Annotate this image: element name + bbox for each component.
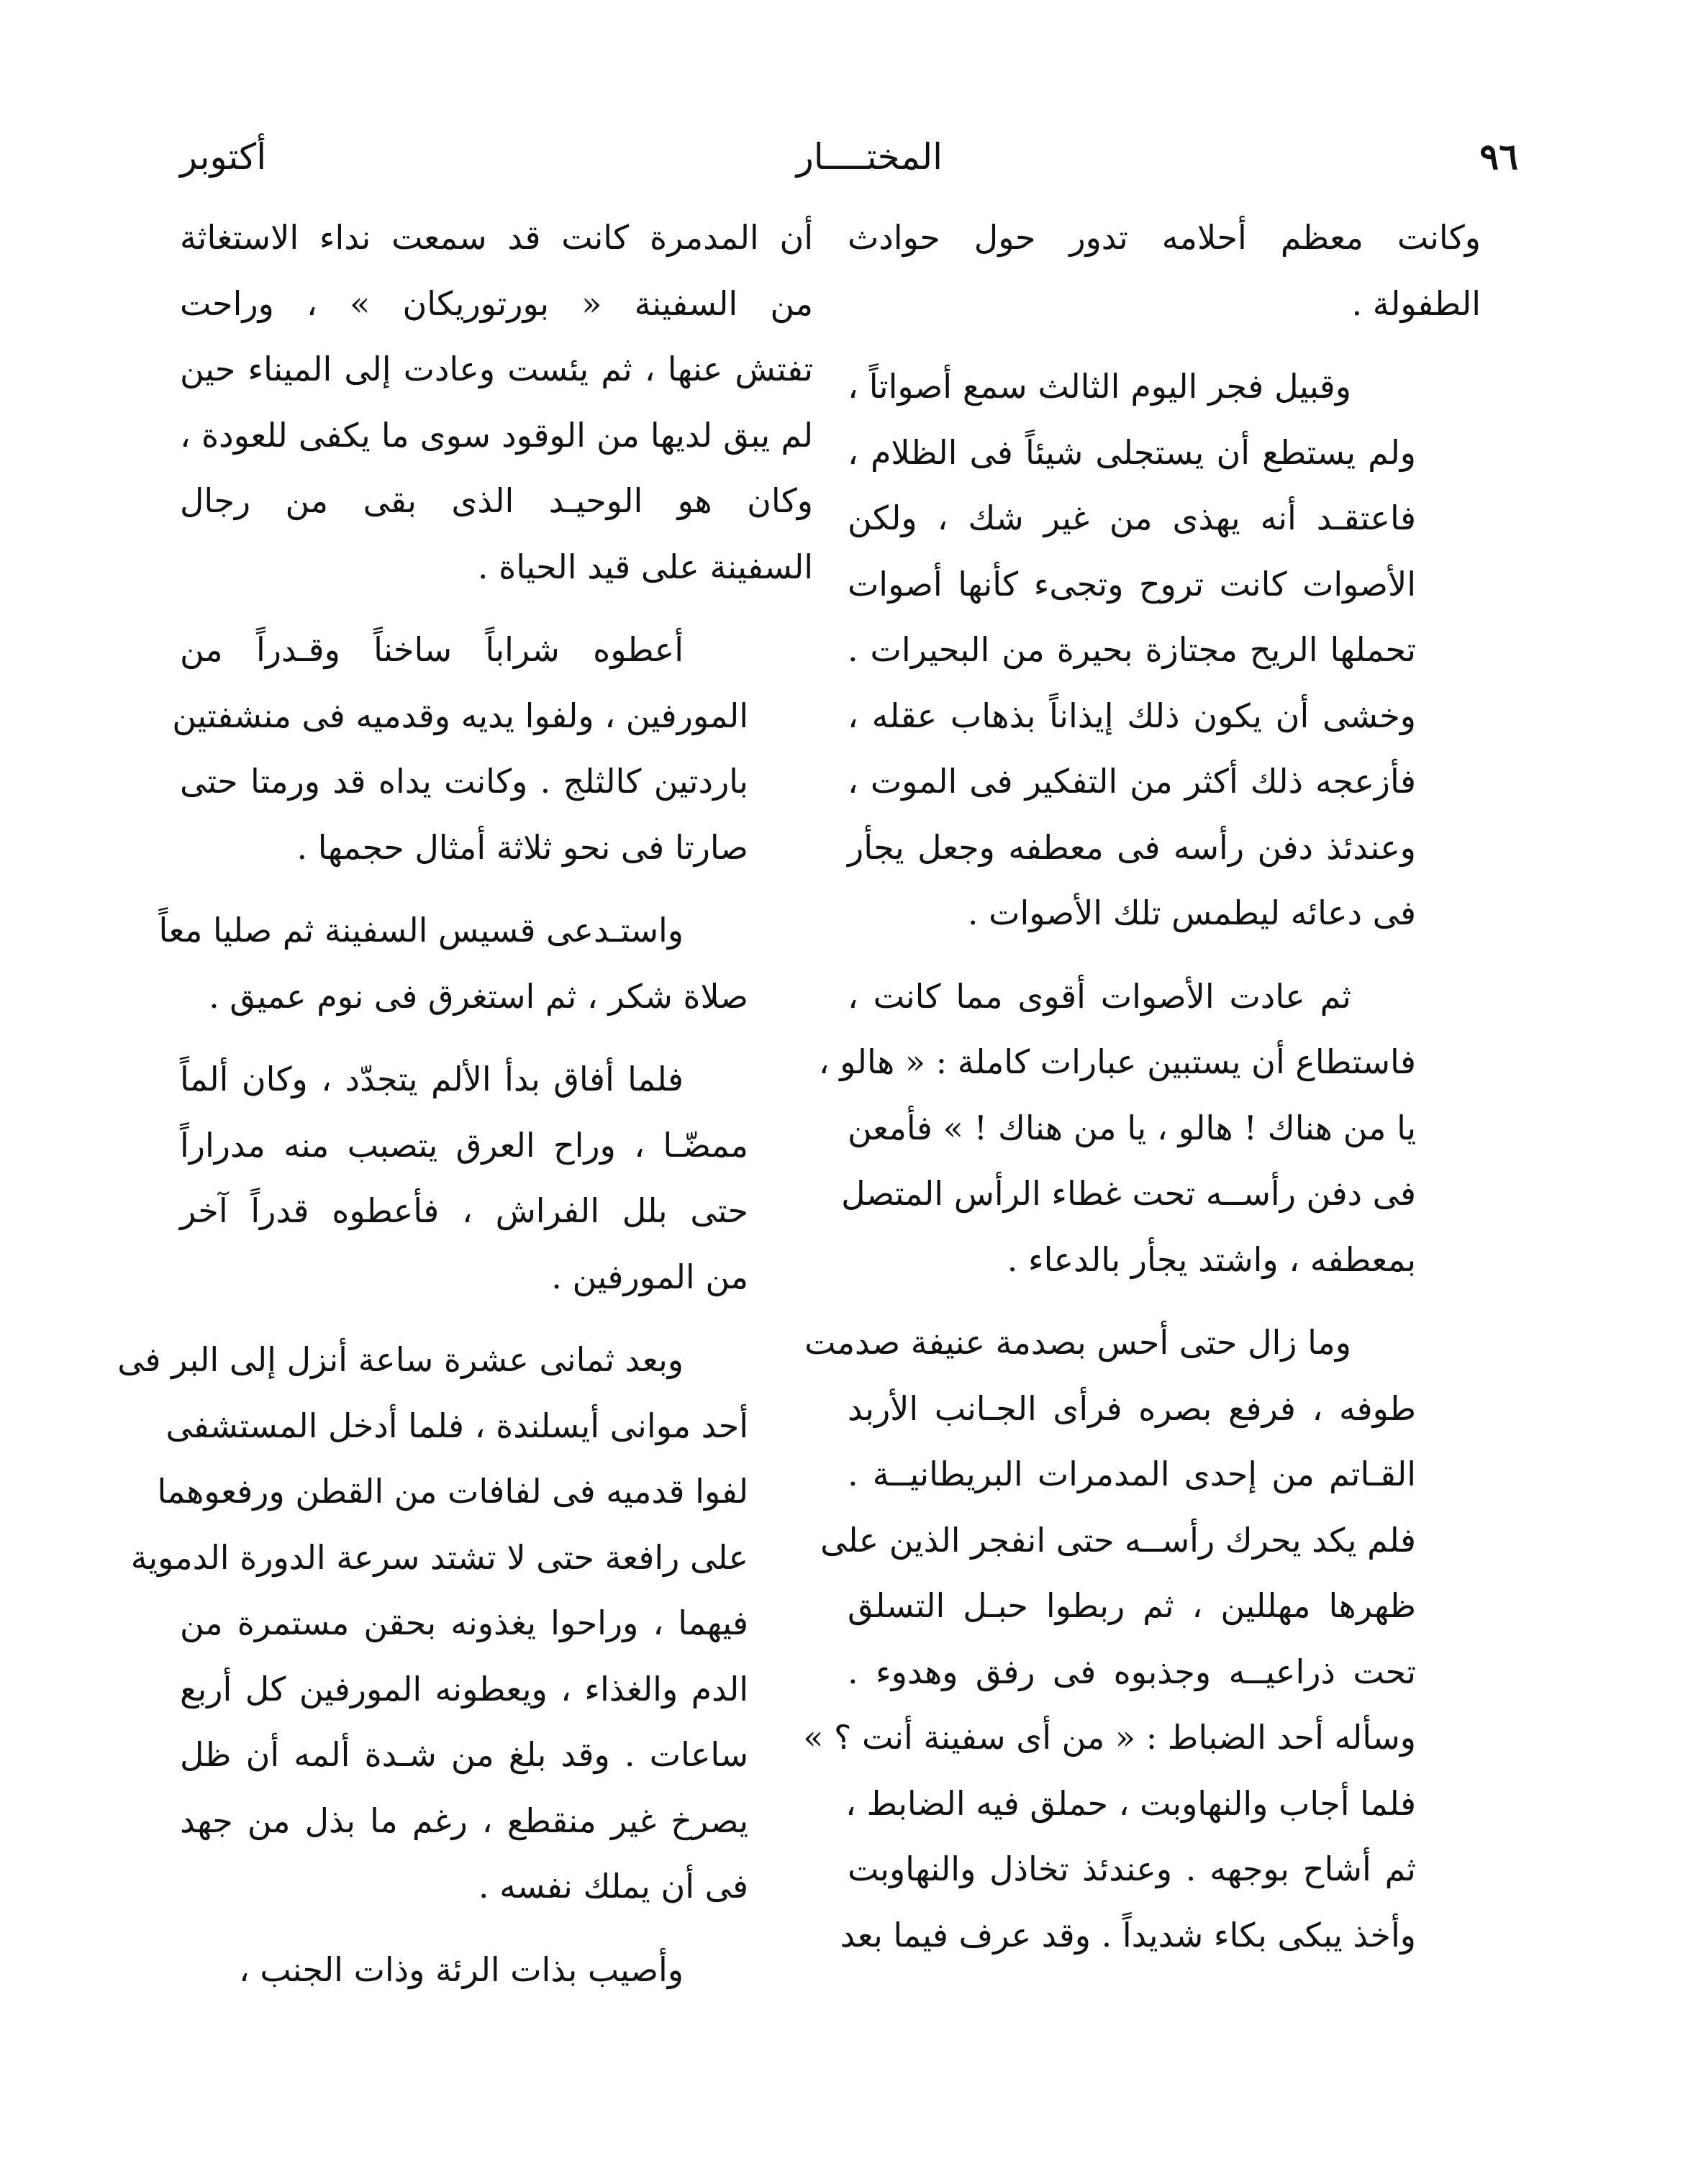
paragraph	[180, 1937, 813, 2003]
text-line: فأزعجه ذلك أكثر من التفكير فى الموت ،	[848, 762, 1416, 801]
text-line: القـاتم من إحدى المدمرات البريطانيــة .	[848, 1455, 1416, 1493]
paragraph	[172, 617, 813, 881]
text-line: حتى بلل الفراش ، فأعطوه قدراً آخر	[180, 1191, 748, 1230]
text-line: أحد موانى أيسلندة ، فلما أدخل المستشفى	[165, 1406, 748, 1445]
text-line: وأخذ يبكى بكاء شديداً . وقد عرف فيما بعد	[840, 1915, 1416, 1955]
text-line: الطفولة .	[1351, 283, 1481, 323]
text-line: وسأله أحد الضباط : « من أى سفينة أنت ؟ »	[803, 1718, 1416, 1757]
text-line: وخشى أن يكون ذلك إيذاناً بذهاب عقله ،	[848, 696, 1416, 735]
text-line: باردتين كالثلج . وكانت يداه قد ورمتا حتى	[180, 762, 748, 801]
text-line: ولم يستطع أن يستجلى شيئاً فى الظلام ،	[848, 432, 1416, 472]
paragraph	[180, 1047, 813, 1310]
text-line: بمعطفه ، واشتد يجأر بالدعاء .	[1007, 1239, 1416, 1279]
text-line: فاعتقـد أنه يهذى من غير شك ، ولكن	[848, 499, 1416, 537]
text-line: فى دعائه ليطمس تلك الأصوات .	[967, 893, 1416, 932]
text-line: على رافعة حتى لا تشتد سرعة الدورة الدموية	[130, 1537, 748, 1577]
paragraph	[848, 205, 1481, 337]
page-header	[180, 128, 1518, 186]
text-line: يصرخ غير منقطع ، رغم ما بذل من جهد	[180, 1801, 748, 1840]
text-line: تحملها الريح مجتازة بحيرة من البحيرات .	[848, 630, 1416, 669]
left-column	[117, 205, 813, 2003]
issue-month: أكتوبر	[180, 136, 267, 178]
paragraph	[803, 1310, 1481, 1968]
right-column	[803, 205, 1481, 1968]
text-line: يا من هناك ! هالو ، يا من هناك ! » فأمعن	[848, 1108, 1416, 1147]
text-line: ممضّـا ، وراح العرق يتصبب منه مدراراً	[180, 1125, 748, 1165]
page-number: ٩٦	[1479, 135, 1518, 178]
text-line: المورفين ، ولفوا يديه وقدميه فى منشفتين	[172, 696, 748, 735]
text-line: وأصيب بذات الرئة وذات الجنب ،	[238, 1949, 684, 1989]
text-line: واستـدعى قسيس السفينة ثم صليا معاً	[158, 911, 684, 950]
paragraph	[117, 1327, 813, 1920]
text-line: تفتش عنها ، ثم يئست وعادت إلى الميناء حين	[180, 350, 813, 388]
text-line: وما زال حتى أحس بصدمة عنيفة صدمت	[804, 1323, 1351, 1362]
text-line: فى أن يملك نفسه .	[478, 1867, 748, 1906]
running-title: المختــــار	[796, 136, 943, 178]
text-line: الدم والغذاء ، ويعطونه المورفين كل أربع	[180, 1669, 748, 1708]
text-line: أن المدمرة كانت قد سمعت نداء الاستغاثة	[180, 218, 813, 257]
paragraph	[158, 898, 813, 1029]
text-line: فى دفن رأســه تحت غطاء الرأس المتصل	[841, 1174, 1416, 1213]
paragraph	[180, 205, 813, 600]
text-line: وكان هو الوحيـد الذى بقى من رجال	[180, 481, 813, 520]
text-line: ظهرها مهللين ، ثم ربطوا حبـل التسلق	[848, 1586, 1416, 1625]
text-line: تحت ذراعيــه وجذبوه فى رفق وهدوء .	[848, 1652, 1416, 1691]
paragraph	[818, 964, 1481, 1293]
text-line: ثم عادت الأصوات أقوى مما كانت ،	[848, 976, 1351, 1016]
text-line: ثم أشاح بوجهه . وعندئذ تخاذل والنهاوبت	[848, 1849, 1416, 1888]
text-line: طوفه ، فرفع بصره فرأى الجـانب الأربد	[848, 1388, 1416, 1428]
text-line: ساعات . وقد بلغ من شـدة ألمه أن ظل	[180, 1735, 748, 1774]
paragraph	[848, 354, 1481, 947]
text-line: السفينة على قيد الحياة .	[477, 547, 813, 586]
text-line: من السفينة « بورتوريكان » ، وراحت	[180, 283, 813, 323]
text-line: وعندئذ دفن رأسه فى معطفه وجعل يجأر	[848, 827, 1416, 867]
text-line: وكانت معظم أحلامه تدور حول حوادث	[848, 218, 1481, 257]
text-line: من المورفين .	[551, 1257, 748, 1296]
text-line: صارتا فى نحو ثلاثة أمثال حجمها .	[296, 827, 748, 867]
text-line: صلاة شكر ، ثم استغرق فى نوم عميق .	[209, 976, 748, 1016]
text-line: لم يبق لديها من الوقود سوى ما يكفى للعودة ،	[180, 415, 813, 455]
text-line: فلم يكد يحرك رأســه حتى انفجر الذين على	[820, 1520, 1416, 1560]
text-line: فاستطاع أن يستبين عبارات كاملة : « هالو ،	[818, 1042, 1416, 1081]
text-line: فيهما ، وراحوا يغذونه بحقن مستمرة من	[180, 1603, 748, 1642]
text-line: فلما أجاب والنهاوبت ، حملق فيه الضابط ،	[845, 1783, 1416, 1823]
text-line: الأصوات كانت تروح وتجىء كأنها أصوات	[848, 564, 1416, 604]
text-line: لفوا قدميه فى لفافات من القطن ورفعوهما	[157, 1472, 748, 1511]
text-line: أعطوه شراباً ساخناً وقـدراً من	[180, 630, 684, 669]
text-line: وبعد ثمانى عشرة ساعة أنزل إلى البر فى	[117, 1340, 684, 1379]
text-line: فلما أفاق بدأ الألم يتجدّد ، وكان ألماً	[180, 1060, 684, 1098]
text-line: وقبيل فجر اليوم الثالث سمع أصواتاً ،	[848, 367, 1351, 406]
